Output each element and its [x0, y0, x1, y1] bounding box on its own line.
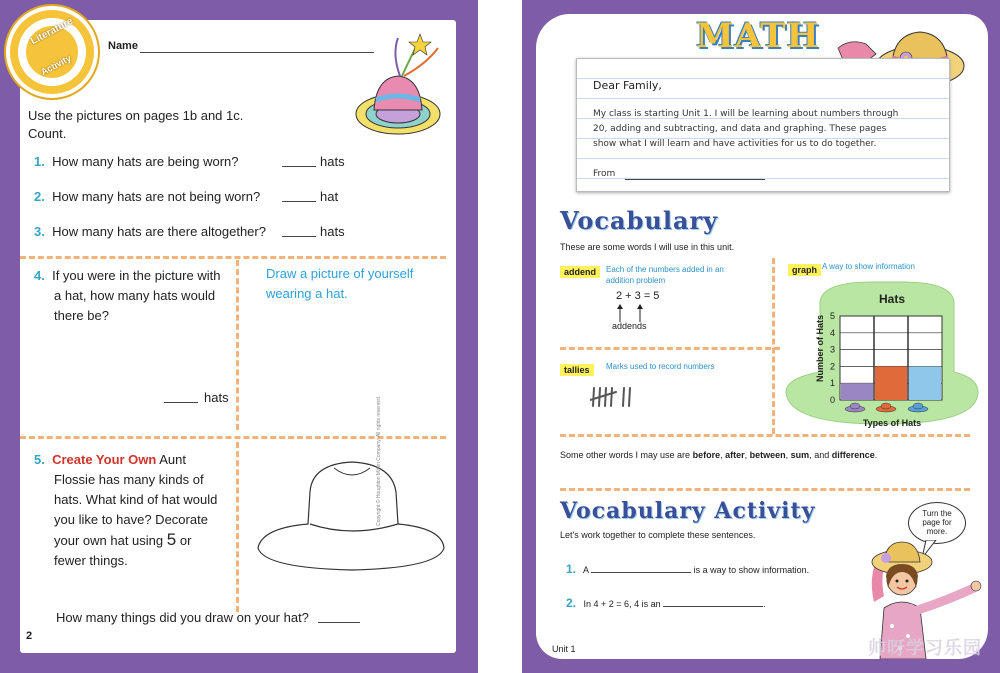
column-divider [236, 260, 239, 430]
tallies-definition: Marks used to record numbers [606, 362, 715, 371]
family-letter [576, 58, 950, 192]
answer-blank-1[interactable] [282, 166, 316, 167]
worksheet-page [0, 0, 478, 673]
name-blank[interactable] [140, 52, 374, 53]
activity-item-2: 2. In 4 + 2 = 6, 4 is an . [566, 596, 766, 610]
answer-blank-3[interactable] [282, 236, 316, 237]
answer-blank-4[interactable] [164, 402, 198, 403]
column-divider [772, 258, 775, 434]
chart-y-tick-label: 5 [829, 311, 835, 321]
chart-y-tick-label: 3 [829, 344, 835, 355]
unit-label-3: hats [320, 224, 345, 239]
other-words-sentence: Some other words I may use are before, after, between, sum, and difference. [560, 450, 878, 460]
vocab-term-tallies: tallies [560, 360, 594, 378]
unit-label: Unit 1 [552, 644, 576, 654]
chart-y-axis-label: Number of Hats [815, 314, 825, 382]
worksheet-sheet [20, 15, 456, 653]
vocab-term-addend: addend [560, 262, 600, 280]
tally-marks-icon [590, 384, 638, 410]
question-4: 4. If you were in the picture with a hat, how many hats would there be? [34, 268, 221, 323]
math-logo-text: MATH [696, 16, 820, 56]
letter-from-label: From [593, 169, 616, 179]
question-3: 3. How many hats are there altogether? [34, 224, 266, 239]
intro-line-1: Use the pictures on pages 1b and 1c. [28, 108, 244, 123]
bottom-question: How many things did you draw on your hat? [56, 610, 309, 625]
chart-bar-3 [909, 366, 941, 400]
watermark-text: 帅呀学习乐园 [868, 638, 982, 659]
vocabulary-intro: These are some words I will use in this unit. [560, 242, 735, 252]
graph-definition: A way to show information [822, 262, 915, 271]
section-divider [20, 256, 446, 259]
chart-x-axis-label: Types of Hats [862, 418, 922, 428]
chart-y-tick-label: 0 [829, 395, 835, 405]
drawing-area[interactable] [250, 310, 440, 430]
chart-category-hat-icons [845, 403, 928, 412]
decorated-hat-illustration [354, 30, 450, 142]
question-1: 1. How many hats are being worn? [34, 154, 239, 169]
unit-label-4: hats [204, 390, 229, 405]
chart-y-tick-label: 2 [829, 361, 835, 372]
addend-arrows [616, 304, 656, 322]
vocabulary-activity-heading: Vocabulary Activity [560, 498, 816, 524]
chart-title: Hats [878, 292, 906, 306]
section-divider [20, 436, 446, 439]
letter-greeting: Dear Family, [593, 79, 662, 92]
letter-body: My class is starting Unit 1. I will be learning about numbers through 20, adding and subtracting, and data and graphing. These pages show what I will learn and have activities for us to do together. [593, 109, 899, 149]
unit-label-1: hats [320, 154, 345, 169]
section-divider [560, 434, 970, 437]
activity-intro: Let's work together to complete these sentences. [560, 530, 756, 540]
addends-caption: addends [612, 321, 647, 331]
page-number: 2 [26, 630, 33, 642]
chart-y-tick-label: 1 [829, 378, 835, 389]
unit-label-2: hat [320, 189, 339, 204]
chart-y-tick-label: 4 [829, 327, 835, 338]
activity-item-1: 1. A is a way to show information. [566, 562, 810, 576]
speech-bubble: Turn the page for more. [908, 502, 966, 544]
chart-bar-2 [875, 366, 907, 400]
badge-bottom-text: Activity [39, 52, 73, 78]
literature-activity-badge [6, 6, 98, 98]
draw-yourself-prompt: Draw a picture of yourself wearing a hat. [266, 266, 414, 301]
activity-blank-1[interactable] [591, 560, 691, 573]
section-divider [560, 488, 970, 491]
chart-bar-1 [841, 383, 873, 400]
vocab-term-graph: graph [788, 260, 821, 278]
letter-from-blank[interactable] [625, 179, 765, 180]
addend-example-equation: 2 + 3 = 5 [616, 290, 660, 302]
vocabulary-heading: Vocabulary [560, 206, 719, 235]
copyright-notice: Copyright © Houghton Mifflin Company. All rights reserved. [376, 395, 382, 526]
newsletter-sheet [536, 14, 988, 659]
name-label: Name [108, 40, 138, 52]
question-5: 5. Create Your Own Aunt Flossie has many kinds of hats. What kind of hat would you like to have? Decorate your own hat using 5 or fewer things. [34, 452, 218, 568]
answer-blank-5[interactable] [318, 622, 360, 623]
hats-bar-chart [782, 276, 980, 428]
hat-outline-drawing[interactable] [252, 452, 448, 576]
activity-blank-2[interactable] [663, 594, 763, 607]
question-2: 2. How many hats are not being worn? [34, 189, 261, 204]
math-at-home-page [522, 0, 1000, 673]
section-divider [560, 347, 780, 350]
answer-blank-2[interactable] [282, 201, 316, 202]
addend-definition: Each of the numbers added in an addition problem [606, 265, 724, 285]
intro-line-2: Count. [28, 126, 67, 141]
column-divider [236, 442, 239, 612]
badge-top-text: Literature [29, 15, 75, 48]
